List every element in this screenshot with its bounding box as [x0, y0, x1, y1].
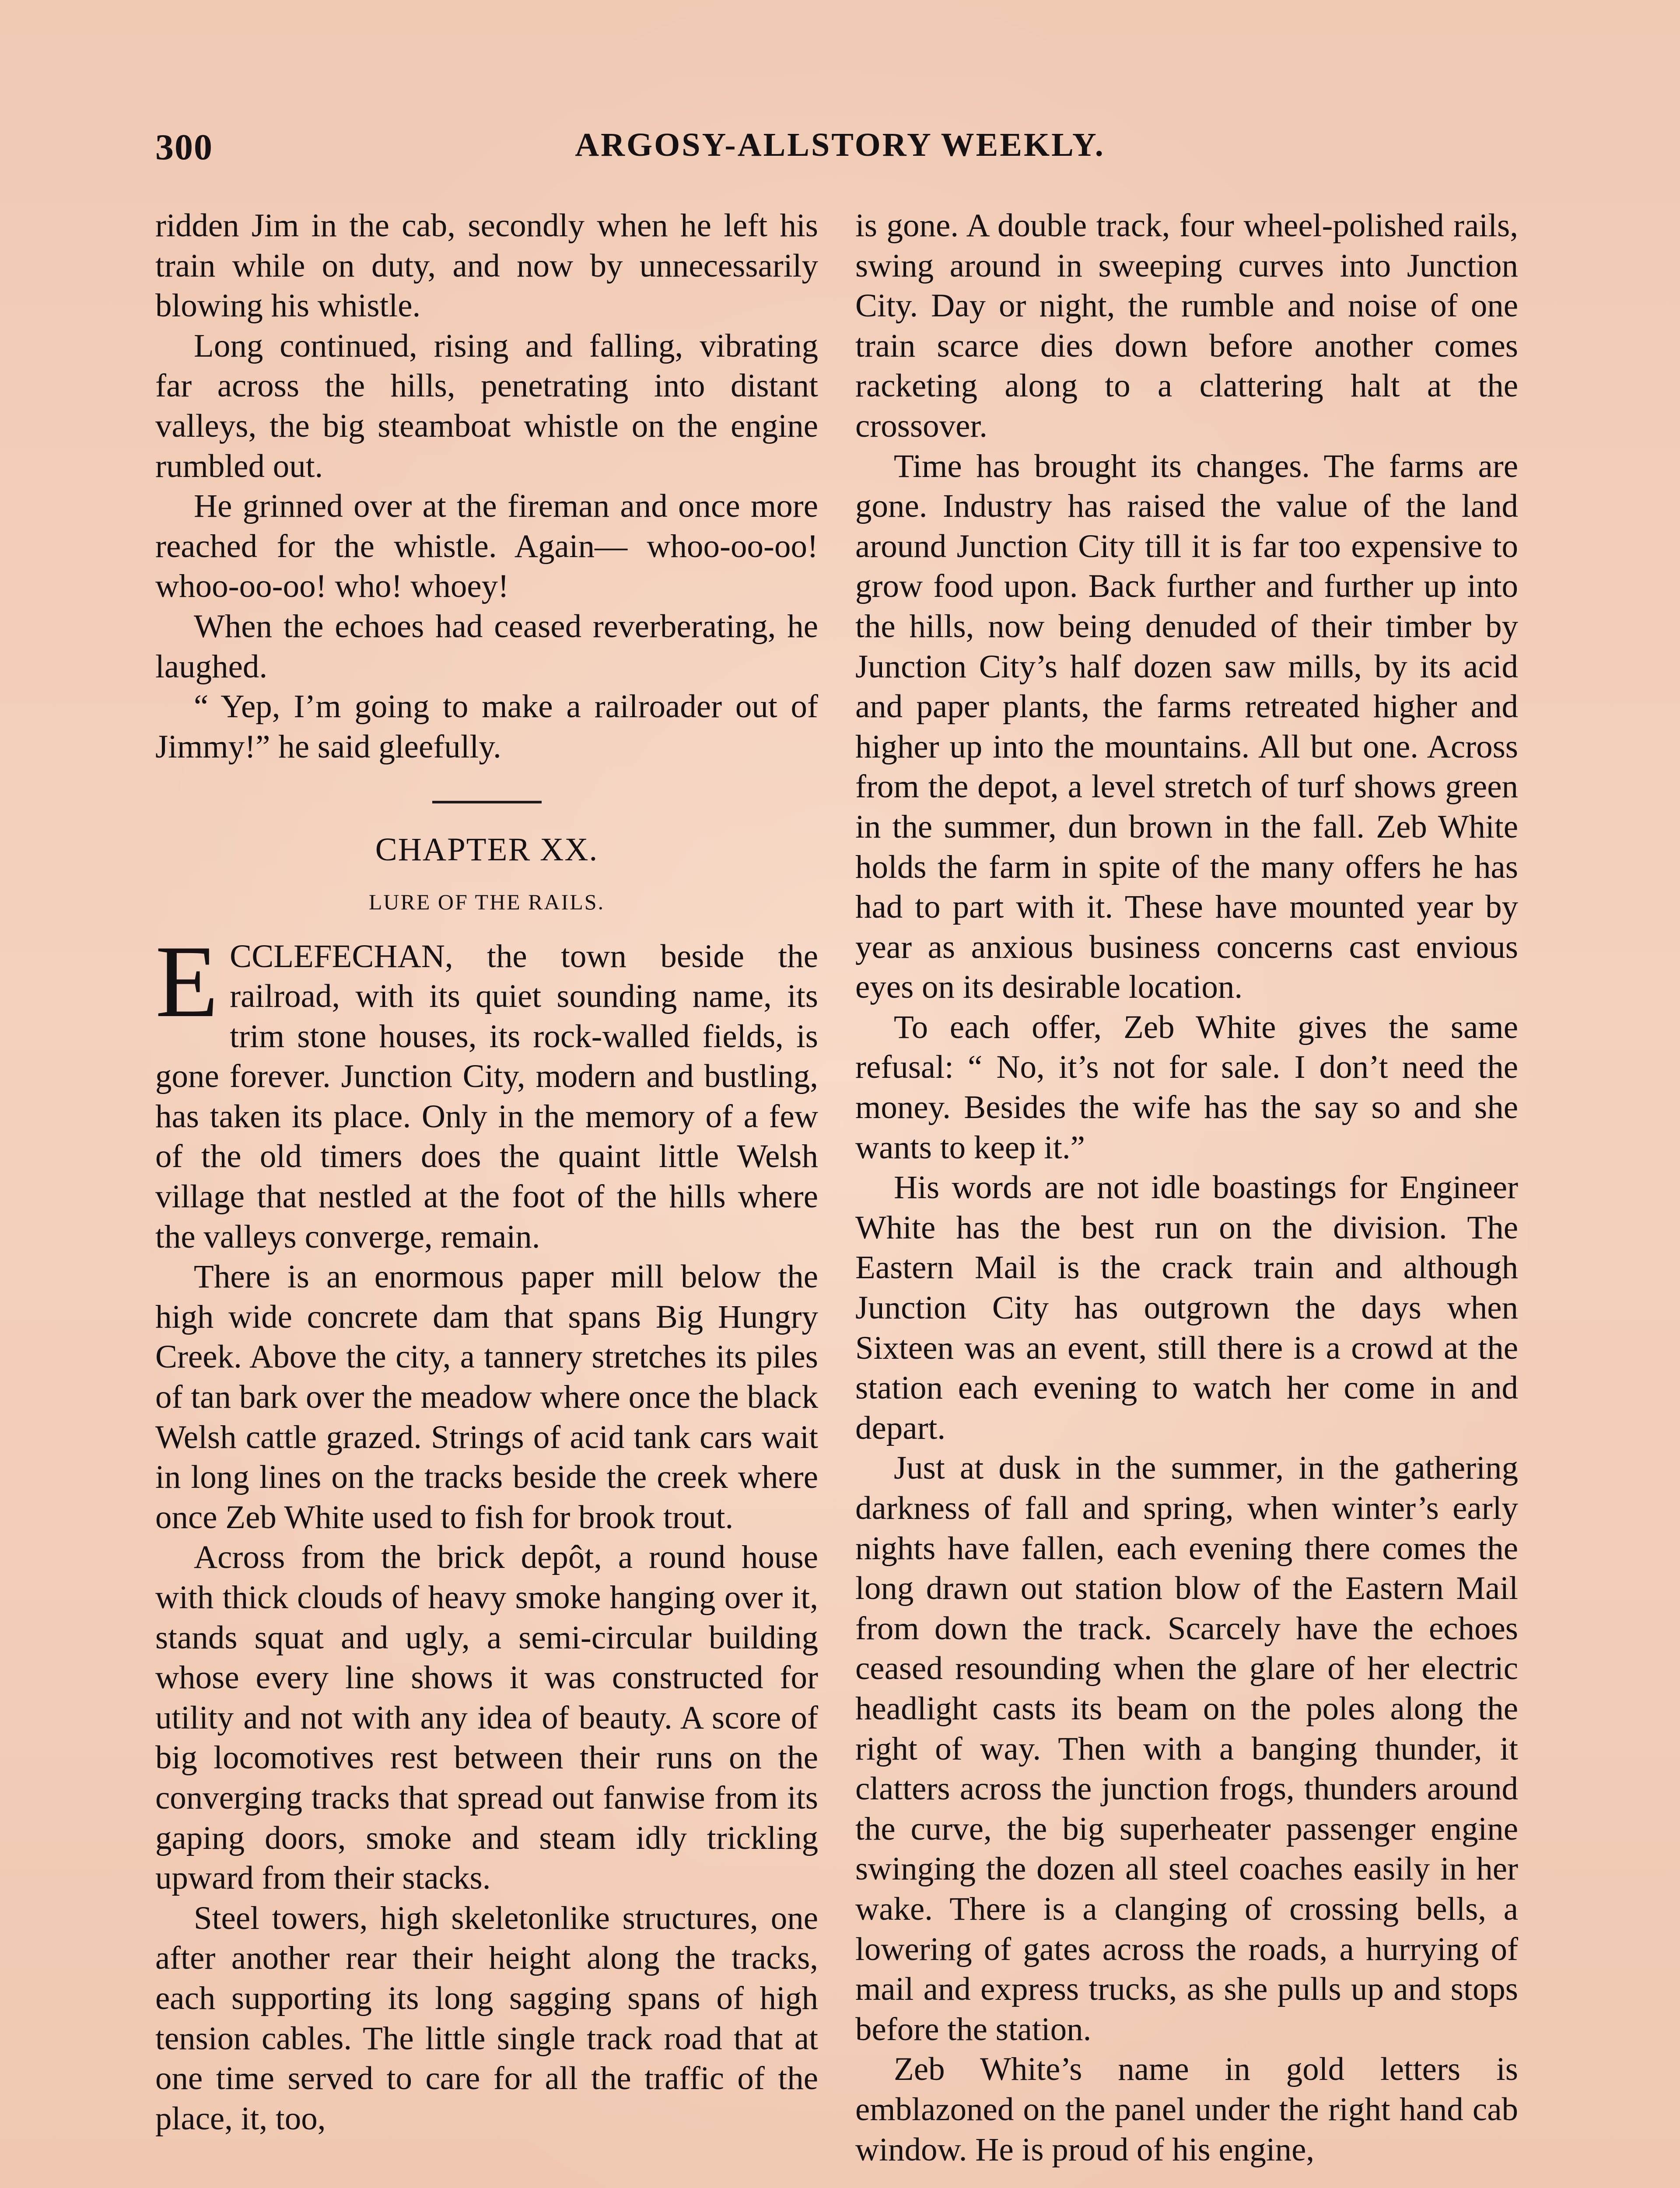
paragraph: Across from the brick depôt, a round house with thick clouds of heavy smoke hanging over it, stands squat and ugly, a semi-circular building whose every line shows it was constructed for utility and not with any idea of beauty. A score of big locomotives rest between their runs on the converging tracks that spread out fanwise from its gaping doors, smoke and steam idly trickling upward from their stacks.: [155, 1539, 818, 1897]
page-number: 300: [155, 127, 213, 168]
paragraph: Zeb White’s name in gold letters is emblazoned on the panel under the right hand cab window. He is proud of his engine,: [855, 2051, 1518, 2168]
running-title: ARGOSY-ALLSTORY WEEKLY.: [575, 126, 1105, 163]
drop-cap: E: [155, 924, 219, 1039]
paragraph: ridden Jim in the cab, secondly when he left his train while on duty, and now by unnecessarily blowing his whistle.: [155, 207, 818, 324]
opening-paragraph: [155, 924, 818, 1257]
paragraph: Steel towers, high skeletonlike structures, one after another rear their height along the tracks, each supporting its long sagging spans of high tension cables. The little single track road that at one time served to care for all the traffic of the place, it, too,: [155, 1900, 818, 2137]
paragraph: His words are not idle boastings for Engineer White has the best run on the division. The Eastern Mail is the crack train and although Junction City has outgrown the days when Sixteen was an event, still there is a crowd at the station each evening to watch her come in and depart.: [855, 1169, 1518, 1446]
paragraph: is gone. A double track, four wheel-polished rails, swing around in sweeping curves into Junction City. Day or night, the rumble and noise of one train scarce dies down before another comes racketing along to a clattering halt at the crossover.: [855, 207, 1518, 444]
page-header: [155, 126, 1525, 179]
paragraph: There is an enormous paper mill below the high wide concrete dam that spans Big Hungry Creek. Above the city, a tannery stretches its piles of tan bark over the meadow where once the black Welsh cattle grazed. Strings of acid tank cars wait in long lines on the tracks beside the creek where once Zeb White used to fish for brook trout.: [155, 1259, 818, 1536]
paragraph: When the echoes had ceased reverberating, he laughed.: [155, 608, 818, 685]
right-column: [855, 206, 1518, 2170]
opening-paragraph-text: CCLEFECHAN, the town beside the railroad, with its quiet sounding name, its trim stone houses, its rock-walled fields, is gone forever. Junction City, modern and bustling, has taken its place. Only in the memory of a few of the old timers does the quaint little Welsh village that nestled at the foot of the hills where the valleys converge, remain.: [155, 938, 818, 1255]
section-divider: [432, 801, 542, 803]
chapter-subtitle: LURE OF THE RAILS.: [368, 889, 605, 914]
chapter-title: CHAPTER XX.: [375, 831, 598, 868]
paragraph: “ Yep, I’m going to make a railroader out of Jimmy!” he said gleefully.: [155, 688, 818, 765]
left-column: [155, 206, 818, 2139]
paragraph: Long continued, rising and falling, vibrating far across the hills, penetrating into distant valleys, the big steamboat whistle on the engine rumbled out.: [155, 327, 818, 484]
paragraph: He grinned over at the fireman and once more reached for the whistle. Again— whoo-oo-oo! whoo-oo-oo! who! whoey!: [155, 488, 818, 605]
paragraph: To each offer, Zeb White gives the same refusal: “ No, it’s not for sale. I don’t need the money. Besides the wife has the say so and she wants to keep it.”: [855, 1009, 1518, 1166]
paragraph: Just at dusk in the summer, in the gathering darkness of fall and spring, when winter’s early nights have fallen, each evening there comes the long drawn out station blow of the Eastern Mail from down the track. Scarcely have the echoes ceased resounding when the glare of her electric headlight casts its beam on the poles along the right of way. Then with a banging thunder, it clatters across the junction frogs, thunders around the curve, the big superheater passenger engine swinging the dozen all steel coaches easily in her wake. There is a clanging of crossing bells, a lowering of gates across the roads, a hurrying of mail and express trucks, as she pulls up and stops before the station.: [855, 1450, 1518, 2048]
paragraph: Time has brought its changes. The farms are gone. Industry has raised the value of the land around Junction City till it is far too expensive to grow food upon. Back further and further up into the hills, now being denuded of their timber by Junction City’s half dozen saw mills, by its acid and paper plants, the farms retreated higher and higher up into the mountains. All but one. Across from the depot, a level stretch of turf shows green in the summer, dun brown in the fall. Zeb White holds the farm in spite of the many offers he has had to part with it. These have mounted year by year as anxious business concerns cast envious eyes on its desirable location.: [855, 448, 1518, 1006]
